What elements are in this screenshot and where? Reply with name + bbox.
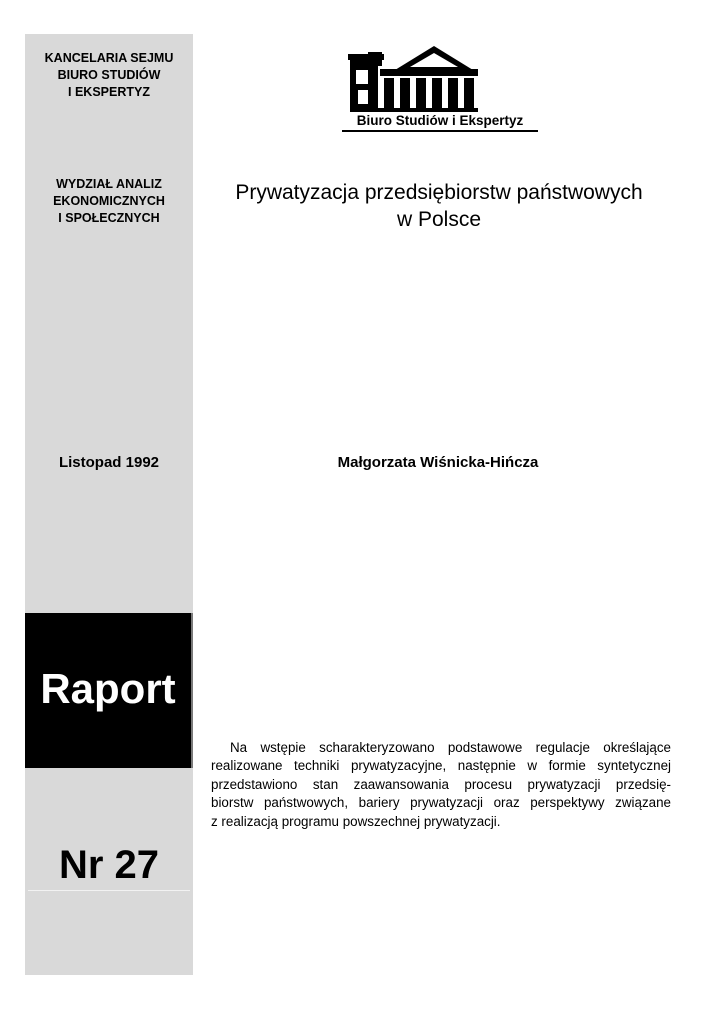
report-type-label: Raport	[40, 665, 176, 712]
abstract-line: Na wstępie scharakteryzowano podstawowe regulacje określające	[230, 740, 671, 755]
report-type-box	[25, 613, 193, 768]
document-title	[197, 179, 681, 233]
department-line: WYDZIAŁ ANALIZ	[56, 177, 162, 191]
report-number: Nr 27	[58, 843, 160, 887]
abstract-line: z realizacją programu powszechnej prywatyzacji.	[211, 813, 501, 829]
institution-line: KANCELARIA SEJMU	[44, 51, 174, 65]
divider	[28, 890, 190, 891]
author-name: Małgorzata Wiśnicka-Hińcza	[337, 454, 539, 471]
abstract-line: biorstw państwowych, bariery prywatyzacji oraz perspektywy związane	[211, 795, 671, 811]
department-name	[25, 176, 193, 227]
institution-name	[25, 50, 193, 101]
department-line: I SPOŁECZNYCH	[58, 211, 160, 225]
abstract-paragraph	[211, 739, 671, 831]
abstract-line: przedstawiono stan zaawansowania procesu prywatyzacji przedsię-	[211, 776, 671, 792]
logo-underline	[342, 130, 538, 132]
title-line: w Polsce	[396, 208, 482, 231]
publication-date: Listopad 1992	[58, 454, 160, 471]
logo-caption: Biuro Studiów i Ekspertyz	[356, 113, 524, 128]
department-line: EKONOMICZNYCH	[53, 194, 165, 208]
institution-line: I EKSPERTYZ	[68, 85, 150, 99]
abstract-line: realizowane techniki prywatyzacyjne, następnie w formie syntetycznej	[211, 758, 671, 774]
title-line: Prywatyzacja przedsiębiorstw państwowych	[235, 181, 643, 204]
institution-line: BIURO STUDIÓW	[57, 68, 161, 82]
